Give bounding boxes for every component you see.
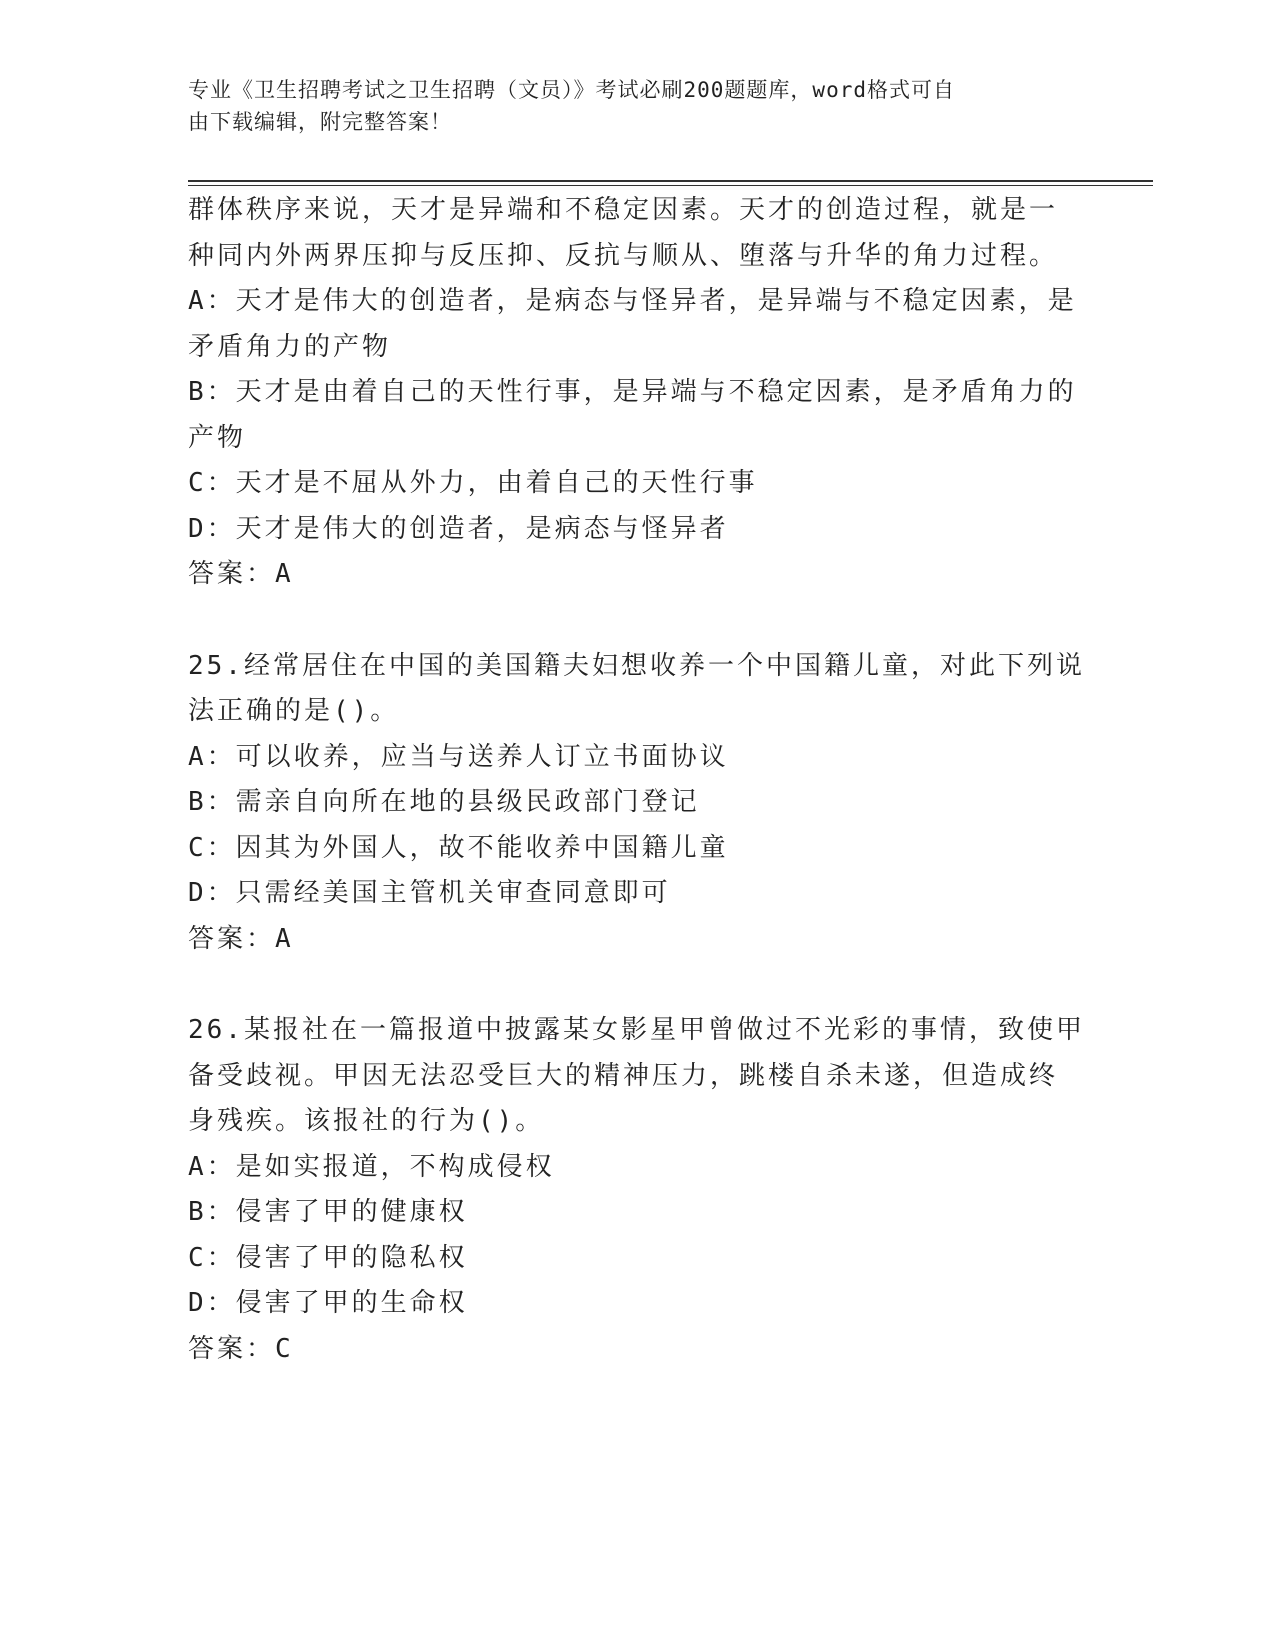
question-stem-line-1: 26.某报社在一篇报道中披露某女影星甲曾做过不光彩的事情，致使甲	[188, 1015, 1085, 1045]
question-stem-line-3: 身残疾。该报社的行为()。	[188, 1106, 545, 1136]
option-a-line-1: A：天才是伟大的创造者，是病态与怪异者，是异端与不稳定因素，是	[188, 286, 1077, 316]
question-stem-line-2: 法正确的是()。	[188, 696, 400, 726]
option-d: D：只需经美国主管机关审查同意即可	[188, 878, 671, 908]
header-divider-thin	[188, 185, 1153, 186]
option-a-line-2: 矛盾角力的产物	[188, 331, 392, 362]
question-text-line: 种同内外两界压抑与反压抑、反抗与顺从、堕落与升华的角力过程。	[188, 240, 1059, 271]
question-stem-line-2: 备受歧视。甲因无法忍受巨大的精神压力，跳楼自杀未遂，但造成终	[188, 1060, 1059, 1091]
header-title-line-2: 由下载编辑，附完整答案！	[188, 110, 452, 134]
option-b: B：侵害了甲的健康权	[188, 1197, 468, 1227]
option-d: D：侵害了甲的生命权	[188, 1288, 468, 1318]
header-divider-thick	[188, 180, 1153, 182]
option-c: C：天才是不屈从外力，由着自己的天性行事	[188, 468, 758, 498]
document-body	[188, 188, 1088, 1372]
option-c: C：侵害了甲的隐私权	[188, 1242, 468, 1273]
option-d: D：天才是伟大的创造者，是病态与怪异者	[188, 513, 729, 544]
option-c: C：因其为外国人，故不能收养中国籍儿童	[188, 832, 729, 863]
question-25	[188, 644, 1088, 963]
option-a: A：可以收养，应当与送养人订立书面协议	[188, 741, 729, 772]
question-24-continuation	[188, 188, 1088, 598]
document-header	[188, 74, 1068, 138]
spacer	[188, 962, 1088, 1008]
answer-line: 答案：C	[188, 1333, 294, 1364]
option-a: A：是如实报道，不构成侵权	[188, 1151, 555, 1182]
spacer	[188, 598, 1088, 644]
header-title-line-1: 专业《卫生招聘考试之卫生招聘（文员）》考试必刷200题题库，word格式可自	[188, 78, 955, 102]
question-text-line: 群体秩序来说，天才是异端和不稳定因素。天才的创造过程，就是一	[188, 195, 1059, 225]
question-26	[188, 1008, 1088, 1372]
option-b: B：需亲自向所在地的县级民政部门登记	[188, 787, 700, 817]
question-stem-line-1: 25.经常居住在中国的美国籍夫妇想收养一个中国籍儿童，对此下列说	[188, 650, 1085, 681]
answer-line: 答案：A	[188, 923, 294, 954]
answer-line: 答案：A	[188, 559, 294, 589]
option-b-line-1: B：天才是由着自己的天性行事，是异端与不稳定因素，是矛盾角力的	[188, 377, 1077, 407]
option-b-line-2: 产物	[188, 422, 247, 453]
